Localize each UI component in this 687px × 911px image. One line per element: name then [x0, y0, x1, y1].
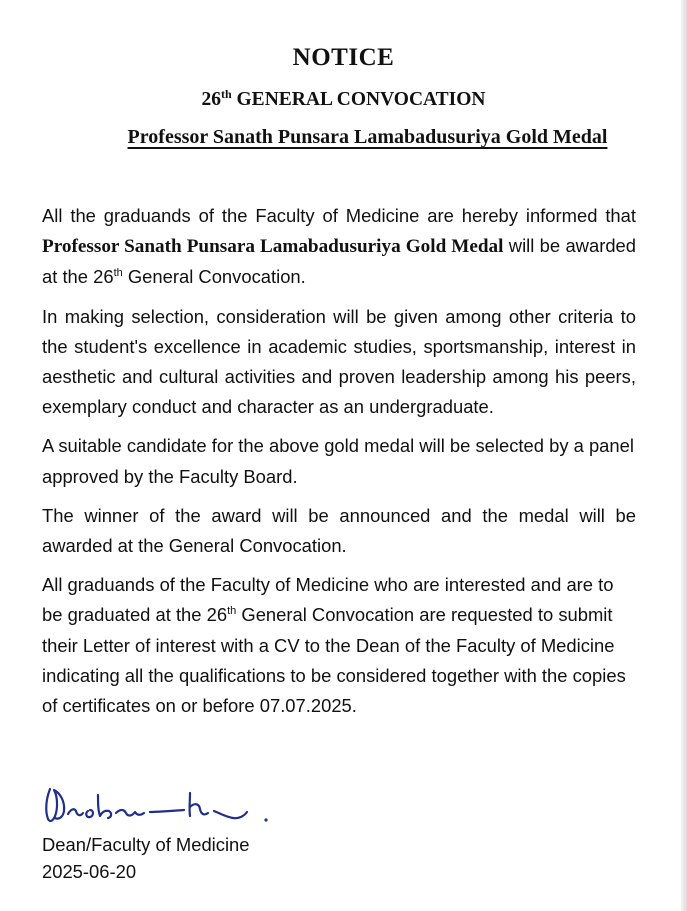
paragraph-announcement — [42, 201, 636, 293]
medal-title — [24, 126, 687, 149]
paragraph-award-announcement: The winner of the award will be announced and the medal will be awarded at the General Convocation. — [42, 504, 636, 557]
notice-date: 2025-06-20 — [42, 861, 137, 882]
paragraph-selection-criteria: In making selection, consideration will be given among other criteria to the student's excellence in academic studies, sportsmanship, interest in aesthetic and cultural activities and proven leadership among his peers, exemplary conduct and character as an undergraduate. — [42, 305, 636, 418]
convocation-ordinal-suffix: th — [220, 87, 232, 101]
handwritten-signature — [38, 783, 278, 831]
paragraph-selection-panel: A suitable candidate for the above gold medal will be selected by a panel approved by the Faculty Board. — [42, 435, 634, 487]
paragraph-application-instructions — [42, 570, 636, 721]
convocation-title — [0, 89, 687, 111]
instructions-end: General Convocation are requested to submit their Letter of interest with a CV to the Dean of the Faculty of Medicine indicating all the qualifications to be considered together with the copies of certificates on or before 07.07.2025. — [42, 604, 626, 717]
convocation-label: GENERAL CONVOCATION — [231, 89, 486, 110]
announcement-end: General Convocation. — [122, 266, 306, 288]
instructions-start: All graduands of the Faculty of Medicine who are interested and are to be graduated at the 26 — [42, 574, 614, 626]
signatory-title: Dean/Faculty of Medicine — [42, 834, 250, 855]
ordinal-suffix: th — [113, 267, 123, 280]
ordinal-suffix: th — [227, 605, 237, 618]
announcement-intro: All the graduands of the Faculty of Medicine are hereby informed that — [42, 205, 636, 226]
convocation-number: 26 — [201, 89, 221, 110]
medal-name-bold: Professor Sanath Punsara Lamabadusuriya Gold Medal — [42, 236, 504, 258]
medal-title-text: Professor Sanath Punsara Lamabadusuriya Gold Medal — [127, 126, 608, 148]
notice-title: NOTICE — [292, 44, 395, 71]
announcement-middle: will be awarded at the 26 — [42, 235, 637, 288]
notice-body — [42, 201, 636, 730]
